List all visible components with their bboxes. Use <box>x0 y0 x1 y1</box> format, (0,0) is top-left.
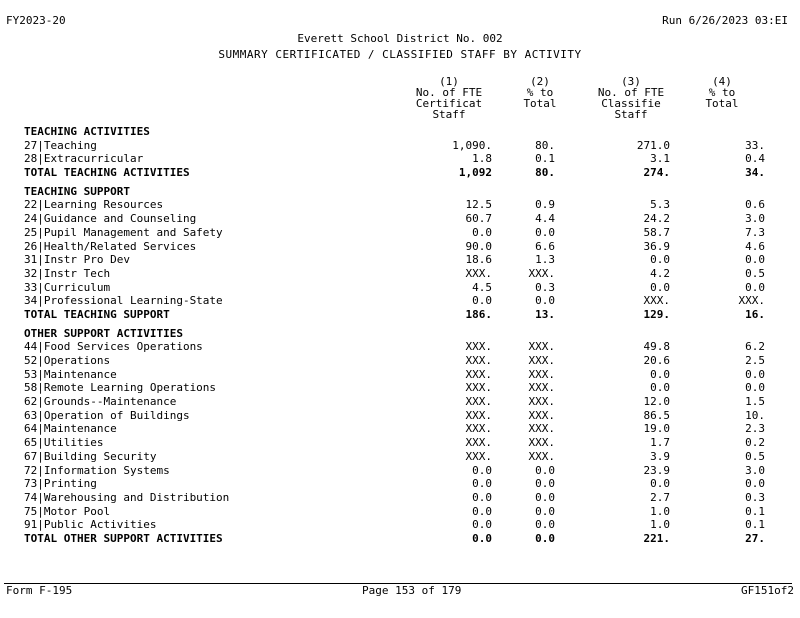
fiscal-year: FY2023-20 <box>6 14 66 27</box>
classified-fte-value: 4.2 <box>650 266 670 280</box>
section-heading <box>0 185 800 199</box>
certificated-fte-value: XXX. <box>465 408 492 422</box>
total-row <box>0 532 800 546</box>
row-label: 75|Motor Pool <box>24 504 111 518</box>
certificated-fte-value: XXX. <box>465 381 492 395</box>
row-label: 44|Food Services Operations <box>24 340 203 354</box>
table-row <box>0 491 800 505</box>
certificated-pct-value: XXX. <box>528 367 555 381</box>
row-label: 27|Teaching <box>24 138 97 152</box>
table-row <box>0 368 800 382</box>
classified-fte-value: 24.2 <box>643 212 670 226</box>
classified-fte-value: 1.0 <box>650 518 670 532</box>
certificated-fte-value: 186. <box>465 307 492 321</box>
certificated-fte-value: 1,092 <box>458 166 492 180</box>
row-label: 58|Remote Learning Operations <box>24 381 217 395</box>
form-number: Form F-195 <box>6 584 73 597</box>
certificated-fte-value: XXX. <box>465 449 492 463</box>
classified-fte-value: 3.9 <box>650 449 670 463</box>
certificated-pct-value: 0.0 <box>535 490 555 504</box>
classified-pct-value: 0.4 <box>745 152 765 166</box>
certificated-pct-value: XXX. <box>528 395 555 409</box>
classified-pct-value: 34. <box>745 166 765 180</box>
classified-fte-value: 19.0 <box>643 422 670 436</box>
table-row <box>0 477 800 491</box>
table-row <box>0 212 800 226</box>
row-label: OTHER SUPPORT ACTIVITIES <box>24 326 183 340</box>
classified-pct-value: 1.5 <box>745 395 765 409</box>
row-label: 72|Information Systems <box>24 463 170 477</box>
row-label: TOTAL TEACHING ACTIVITIES <box>24 166 190 180</box>
certificated-fte-value: 0.0 <box>472 504 492 518</box>
table-row <box>0 253 800 267</box>
certificated-pct-value: 1.3 <box>535 253 555 267</box>
row-label: 65|Utilities <box>24 436 104 450</box>
classified-pct-value: 3.0 <box>745 212 765 226</box>
classified-pct-value: 2.5 <box>745 354 765 367</box>
certificated-fte-value: XXX. <box>465 367 492 381</box>
certificated-pct-value: 0.0 <box>535 463 555 477</box>
classified-fte-value: 0.0 <box>650 280 670 294</box>
certificated-fte-value: 0.0 <box>472 477 492 491</box>
row-label: 32|Instr Tech <box>24 266 111 280</box>
classified-pct-value: 0.1 <box>745 504 765 518</box>
row-label: TOTAL TEACHING SUPPORT <box>24 307 170 321</box>
column-header-certificated-fte: (1) No. of FTE Certificat Staff <box>415 75 483 121</box>
certificated-fte-value: 0.0 <box>472 294 492 308</box>
classified-pct-value: 27. <box>745 531 765 545</box>
row-label: 52|Operations <box>24 354 111 367</box>
row-label: 73|Printing <box>24 477 97 491</box>
certificated-fte-value: XXX. <box>465 340 492 354</box>
row-label: 64|Maintenance <box>24 422 117 436</box>
classified-fte-value: 0.0 <box>650 477 670 491</box>
classified-fte-value: 221. <box>643 531 670 545</box>
table-row <box>0 436 800 450</box>
row-label: 24|Guidance and Counseling <box>24 212 197 226</box>
classified-fte-value: 271.0 <box>636 138 670 152</box>
row-label: 31|Instr Pro Dev <box>24 253 130 267</box>
classified-pct-value: 3.0 <box>745 463 765 477</box>
classified-pct-value: 0.6 <box>745 198 765 212</box>
certificated-fte-value: 18.6 <box>465 253 492 267</box>
certificated-fte-value: 0.0 <box>472 463 492 477</box>
classified-fte-value: 49.8 <box>643 340 670 354</box>
row-label: 22|Learning Resources <box>24 198 164 212</box>
activity-table <box>0 125 800 546</box>
certificated-pct-value: XXX. <box>528 408 555 422</box>
column-header-classified-pct: (4) % to Total <box>705 75 739 110</box>
classified-pct-value: 6.2 <box>745 340 765 354</box>
row-label: 28|Extracurricular <box>24 152 144 166</box>
page-number: Page 153 of 179 <box>362 584 462 597</box>
certificated-fte-value: XXX. <box>465 422 492 436</box>
row-label: 62|Grounds--Maintenance <box>24 395 177 409</box>
certificated-pct-value: 80. <box>535 166 555 180</box>
certificated-fte-value: 12.5 <box>465 198 492 212</box>
table-row <box>0 505 800 519</box>
table-row <box>0 422 800 436</box>
classified-fte-value: 12.0 <box>643 395 670 409</box>
certificated-pct-value: 0.0 <box>535 531 555 545</box>
certificated-pct-value: 0.9 <box>535 198 555 212</box>
table-row <box>0 226 800 240</box>
certificated-fte-value: 0.0 <box>472 531 492 545</box>
row-label: TOTAL OTHER SUPPORT ACTIVITIES <box>24 531 223 545</box>
certificated-pct-value: 0.0 <box>535 518 555 532</box>
total-row <box>0 308 800 322</box>
classified-fte-value: 0.0 <box>650 253 670 267</box>
row-label: 33|Curriculum <box>24 280 111 294</box>
certificated-pct-value: XXX. <box>528 422 555 436</box>
row-label: 53|Maintenance <box>24 367 117 381</box>
table-row <box>0 294 800 308</box>
classified-pct-value: 10. <box>745 408 765 422</box>
classified-pct-value: 33. <box>745 138 765 152</box>
certificated-pct-value: XXX. <box>528 436 555 450</box>
table-row <box>0 464 800 478</box>
classified-pct-value: 16. <box>745 307 765 321</box>
table-row <box>0 198 800 212</box>
classified-pct-value: 0.0 <box>745 477 765 491</box>
classified-pct-value: 0.5 <box>745 266 765 280</box>
certificated-pct-value: 0.1 <box>535 152 555 166</box>
certificated-fte-value: XXX. <box>465 354 492 367</box>
classified-pct-value: 0.0 <box>745 280 765 294</box>
classified-fte-value: 20.6 <box>643 354 670 367</box>
classified-fte-value: 36.9 <box>643 239 670 253</box>
classified-fte-value: 129. <box>643 307 670 321</box>
table-row <box>0 409 800 423</box>
run-timestamp: Run 6/26/2023 03:EI <box>662 14 788 27</box>
certificated-fte-value: 4.5 <box>472 280 492 294</box>
classified-fte-value: 3.1 <box>650 152 670 166</box>
classified-fte-value: 1.0 <box>650 504 670 518</box>
certificated-pct-value: 0.0 <box>535 294 555 308</box>
certificated-pct-value: XXX. <box>528 354 555 367</box>
row-label: 74|Warehousing and Distribution <box>24 490 230 504</box>
certificated-fte-value: 0.0 <box>472 518 492 532</box>
section-heading <box>0 125 800 139</box>
row-label: 34|Professional Learning-State <box>24 294 223 308</box>
certificated-fte-value: XXX. <box>465 395 492 409</box>
row-label: 26|Health/Related Services <box>24 239 197 253</box>
classified-pct-value: 0.3 <box>745 490 765 504</box>
classified-pct-value: 4.6 <box>745 239 765 253</box>
certificated-fte-value: XXX. <box>465 266 492 280</box>
report-code: GF151of2 <box>741 584 794 597</box>
row-label: 25|Pupil Management and Safety <box>24 225 223 239</box>
table-row <box>0 240 800 254</box>
table-row <box>0 340 800 354</box>
classified-fte-value: 5.3 <box>650 198 670 212</box>
table-row <box>0 281 800 295</box>
classified-fte-value: 2.7 <box>650 490 670 504</box>
certificated-pct-value: XXX. <box>528 449 555 463</box>
table-row <box>0 139 800 153</box>
classified-fte-value: 274. <box>643 166 670 180</box>
table-row <box>0 381 800 395</box>
table-row <box>0 518 800 532</box>
table-row <box>0 395 800 409</box>
certificated-fte-value: 1,090. <box>452 138 492 152</box>
classified-pct-value: 0.0 <box>745 381 765 395</box>
certificated-pct-value: 0.0 <box>535 477 555 491</box>
certificated-pct-value: XXX. <box>528 266 555 280</box>
classified-fte-value: 0.0 <box>650 381 670 395</box>
classified-fte-value: XXX. <box>643 294 670 308</box>
table-row <box>0 152 800 166</box>
certificated-pct-value: XXX. <box>528 340 555 354</box>
certificated-pct-value: 6.6 <box>535 239 555 253</box>
certificated-fte-value: 60.7 <box>465 212 492 226</box>
classified-fte-value: 23.9 <box>643 463 670 477</box>
column-header-classified-fte: (3) No. of FTE Classifie Staff <box>597 75 665 121</box>
classified-pct-value: 0.1 <box>745 518 765 532</box>
certificated-pct-value: 4.4 <box>535 212 555 226</box>
certificated-pct-value: 80. <box>535 138 555 152</box>
certificated-fte-value: 0.0 <box>472 490 492 504</box>
report-title: SUMMARY CERTIFICATED / CLASSIFIED STAFF BY ACTIVITY <box>218 48 582 61</box>
classified-fte-value: 0.0 <box>650 367 670 381</box>
row-label: TEACHING SUPPORT <box>24 184 130 198</box>
classified-pct-value: 0.2 <box>745 436 765 450</box>
row-label: 67|Building Security <box>24 449 157 463</box>
district-name: Everett School District No. 002 <box>297 32 503 45</box>
classified-fte-value: 58.7 <box>643 225 670 239</box>
classified-pct-value: 0.0 <box>745 367 765 381</box>
certificated-fte-value: 0.0 <box>472 225 492 239</box>
classified-pct-value: XXX. <box>738 294 765 308</box>
table-row <box>0 267 800 281</box>
column-header-certificated-pct: (2) % to Total <box>523 75 557 110</box>
section-heading <box>0 327 800 341</box>
classified-pct-value: 0.0 <box>745 253 765 267</box>
classified-pct-value: 7.3 <box>745 225 765 239</box>
certificated-pct-value: 13. <box>535 307 555 321</box>
total-row <box>0 166 800 180</box>
certificated-fte-value: XXX. <box>465 436 492 450</box>
classified-fte-value: 86.5 <box>643 408 670 422</box>
classified-pct-value: 0.5 <box>745 449 765 463</box>
row-label: 63|Operation of Buildings <box>24 408 190 422</box>
classified-fte-value: 1.7 <box>650 436 670 450</box>
row-label: TEACHING ACTIVITIES <box>24 125 150 138</box>
certificated-fte-value: 1.8 <box>472 152 492 166</box>
table-row <box>0 354 800 368</box>
certificated-pct-value: 0.3 <box>535 280 555 294</box>
table-row <box>0 450 800 464</box>
certificated-pct-value: XXX. <box>528 381 555 395</box>
certificated-pct-value: 0.0 <box>535 225 555 239</box>
row-label: 91|Public Activities <box>24 518 157 532</box>
certificated-pct-value: 0.0 <box>535 504 555 518</box>
certificated-fte-value: 90.0 <box>465 239 492 253</box>
classified-pct-value: 2.3 <box>745 422 765 436</box>
